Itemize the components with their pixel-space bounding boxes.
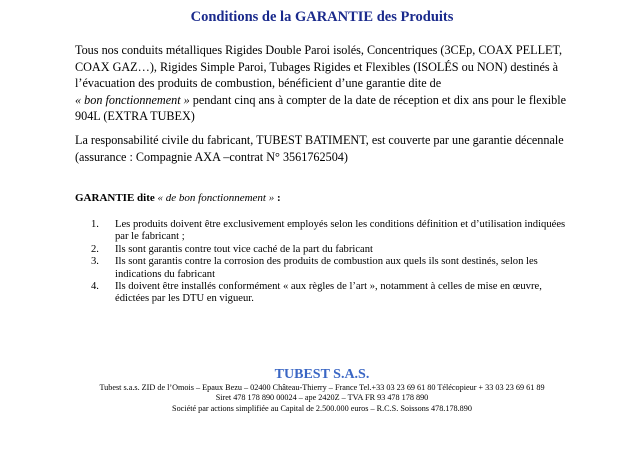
footer-registration-line: Siret 478 178 890 00024 – ape 2420Z – TVA FR 93 478 178 890 xyxy=(215,393,429,402)
guarantee-heading-suffix: : xyxy=(274,192,281,204)
warranty-paragraph-italic: « bon fonctionnement » xyxy=(75,92,190,107)
warranty-paragraph xyxy=(75,42,575,125)
footer-address-line: Tubest s.a.s. ZID de l’Omois – Epaux Bezu – 02400 Château-Thierry – France Tel.+33 03 23 69 61 80 Télécopieur + 33 03 23 69 61 89 xyxy=(99,383,545,392)
condition-number: 3. xyxy=(91,256,99,268)
warranty-paragraph-text-start: Tous nos conduits métalliques Rigides Double Paroi isolés, Concentriques (3CEp, COAX PELLET, COAX GAZ…), Rigides Simple Paroi, Tubages Rigides et Flexibles (ISOLÉS ou NON) destinés à l’évacuation des produits de combustion, bénéficient d’une garantie dite de xyxy=(75,43,563,90)
condition-text: Ils sont garantis contre tout vice caché de la part du fabricant xyxy=(115,243,373,255)
condition-text: Ils doivent être installés conformément « aux règles de l’art », notamment à celles de mise en œuvre, édictées par les DTU en vigueur. xyxy=(115,281,542,305)
condition-item xyxy=(91,244,571,256)
condition-text: Ils sont garantis contre la corrosion des produits de combustion aux quels ils sont destinés, selon les indications du fabricant xyxy=(115,256,538,280)
condition-number: 2. xyxy=(91,243,99,255)
condition-item xyxy=(91,219,571,244)
condition-text: Les produits doivent être exclusivement employés selon les conditions définition et d’utilisation indiquées par le fabricant ; xyxy=(115,219,566,243)
company-name: TUBEST S.A.S. xyxy=(274,367,370,382)
condition-number: 4. xyxy=(91,281,99,293)
condition-item xyxy=(91,281,571,306)
document-title: Conditions de la GARANTIE des Produits xyxy=(190,9,454,25)
condition-number: 1. xyxy=(91,219,99,230)
conditions-list xyxy=(91,219,571,306)
guarantee-heading-label: GARANTIE dite xyxy=(75,192,155,204)
warranty-paragraph-text-end: pendant cinq ans à compter de la date de réception et dix ans pour le flexible 904L (EXTRA TUBEX) xyxy=(75,92,567,123)
guarantee-heading xyxy=(75,192,281,204)
guarantee-heading-italic: « de bon fonctionnement » xyxy=(157,192,275,204)
liability-paragraph: La responsabilité civile du fabricant, TUBEST BATIMENT, est couverte par une garantie décennale (assurance : Compagnie AXA –contrat N° 3561762504) xyxy=(75,133,564,164)
condition-item xyxy=(91,256,571,281)
footer-capital-line: Société par actions simplifiée au Capital de 2.500.000 euros – R.C.S. Soissons 478.178.890 xyxy=(172,404,472,413)
